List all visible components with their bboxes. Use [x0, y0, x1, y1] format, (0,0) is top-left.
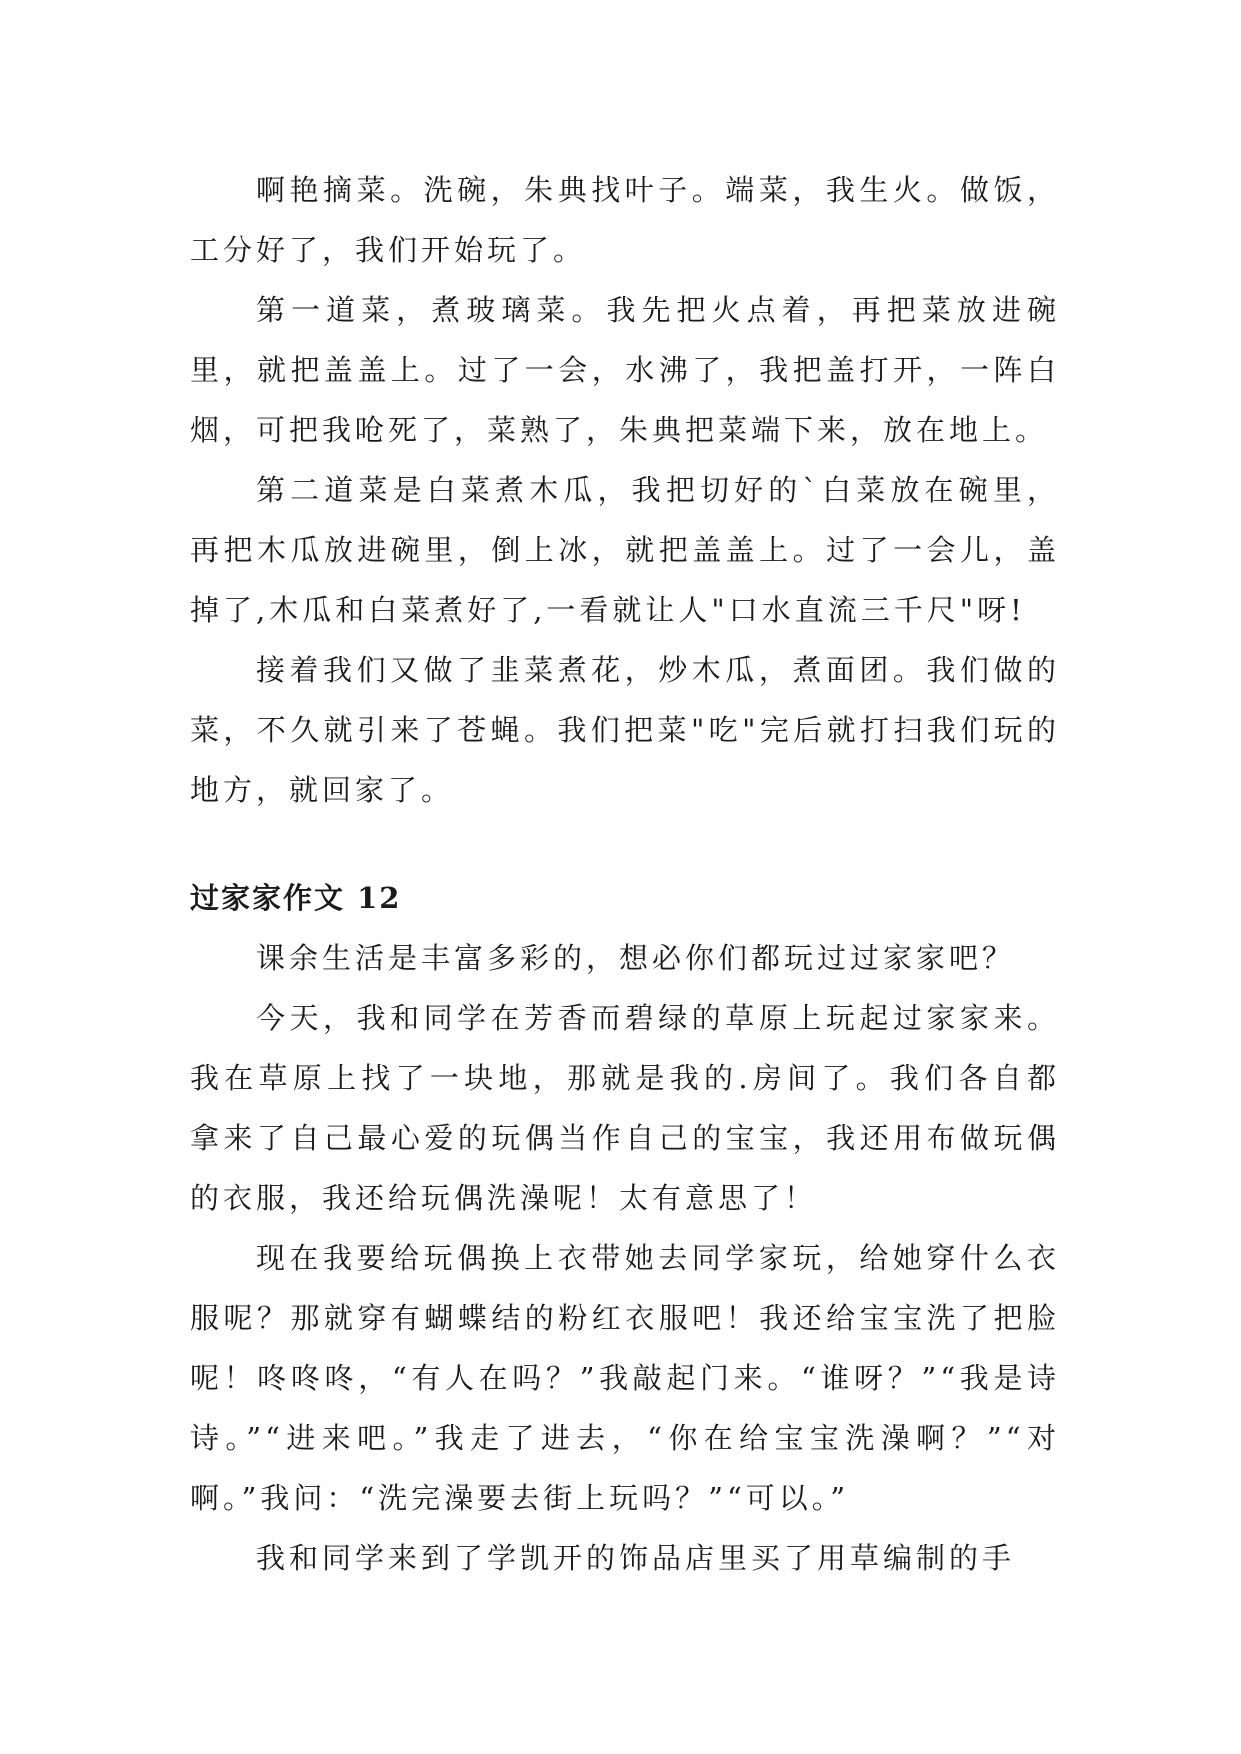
paragraph: 接着我们又做了韭菜煮花，炒木瓜，煮面团。我们做的菜，不久就引来了苍蝇。我们把菜"吃"完后就打扫我们玩的地方，就回家了。: [190, 653, 1060, 807]
paragraph: 啊艳摘菜。洗碗，朱典找叶子。端菜，我生火。做饭，工分好了，我们开始玩了。: [190, 173, 1060, 267]
paragraph: 第二道菜是白菜煮木瓜，我把切好的`白菜放在碗里，再把木瓜放进碗里，倒上冰，就把盖盖上。过了一会儿，盖掉了,木瓜和白菜煮好了,一看就让人"口水直流三千尺"呀!: [190, 473, 1060, 627]
paragraph: 现在我要给玩偶换上衣带她去同学家玩，给她穿什么衣服呢？那就穿有蝴蝶结的粉红衣服吧！我还给宝宝洗了把脸呢！咚咚咚，“有人在吗？”我敲起门来。“谁呀？”“我是诗诗。”“进来吧。”我走了进去，“你在给宝宝洗澡啊？”“对啊。”我问：“洗完澡要去街上玩吗？”“可以。”: [190, 1241, 1060, 1515]
paragraph: 课余生活是丰富多彩的，想必你们都玩过过家家吧？: [256, 941, 1016, 975]
paragraph: 第一道菜，煮玻璃菜。我先把火点着，再把菜放进碗里，就把盖盖上。过了一会，水沸了，我把盖打开，一阵白烟，可把我呛死了，菜熟了，朱典把菜端下来，放在地上。: [190, 293, 1060, 447]
document-page: [190, 160, 1060, 1588]
section-title: 过家家作文 12: [190, 881, 402, 915]
paragraph: 我和同学来到了学凯开的饰品店里买了用草编制的手: [256, 1541, 1016, 1575]
paragraph: 今天，我和同学在芳香而碧绿的草原上玩起过家家来。我在草原上找了一块地，那就是我的.房间了。我们各自都拿来了自己最心爱的玩偶当作自己的宝宝，我还用布做玩偶的衣服，我还给玩偶洗澡呢！太有意思了！: [190, 1001, 1060, 1215]
